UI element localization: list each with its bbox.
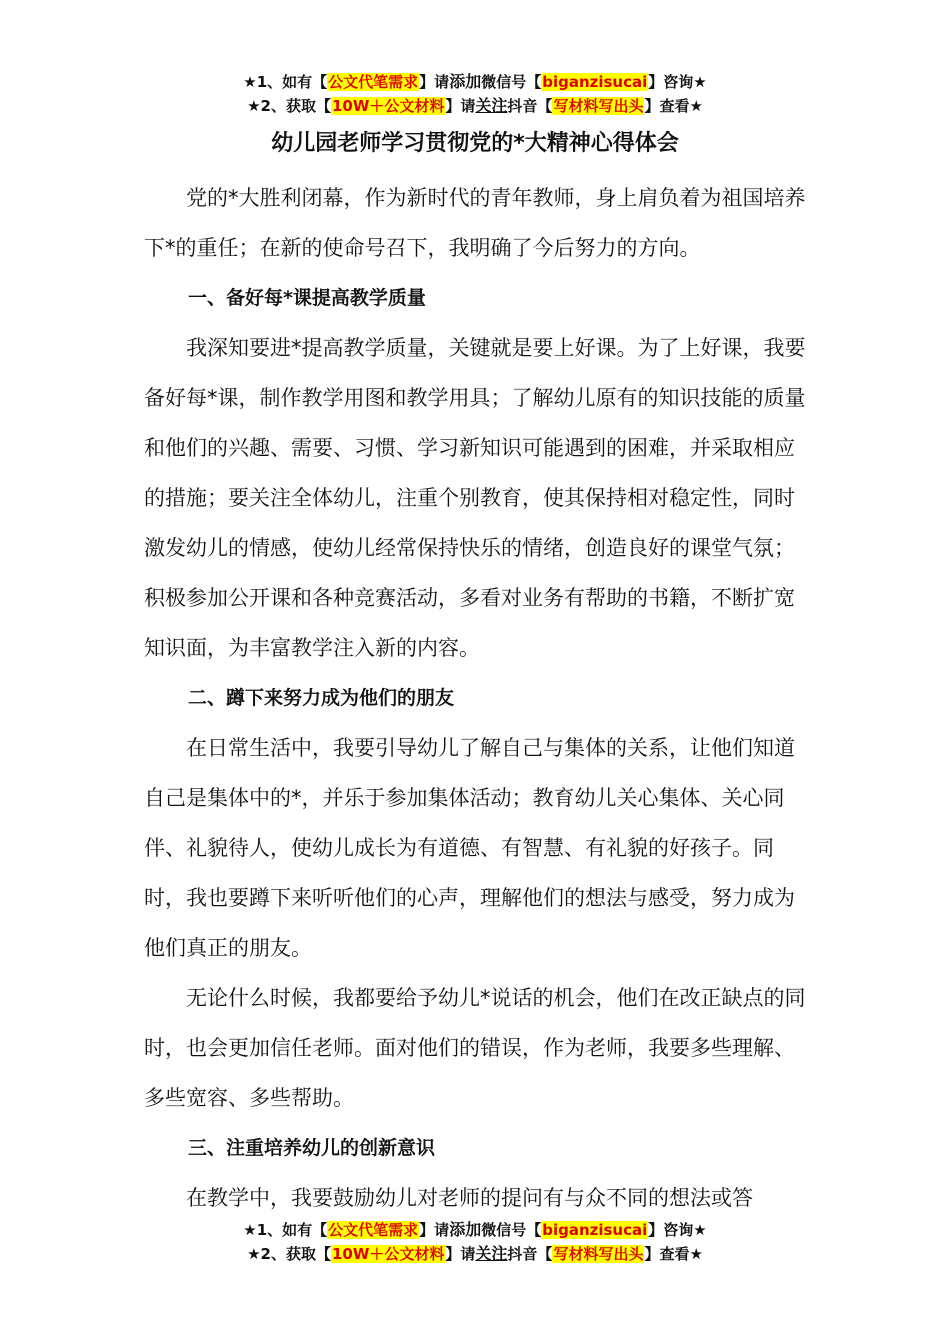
highlight-materials: 10W＋公文材料 xyxy=(331,97,445,115)
banner-text: 】查看★ xyxy=(644,1245,703,1263)
section-heading-2: 二、蹲下来努力成为他们的朋友 xyxy=(188,687,455,709)
banner-emphasis: 添加 xyxy=(449,72,482,91)
banner-text: 】请 xyxy=(419,1221,450,1239)
paragraph-section-2a: 在日常生活中，我要引导幼儿了解自己与集体的关系，让他们知道自己是集体中的*，并乐于参加集体活动；教育幼儿关心集体、关心同伴、礼貌待人，使幼儿成长为有道德、有智慧、有礼貌的好孩子。同时，我也要蹲下来听听他们的心声，理解他们的想法与感受，努力成为他们真正的朋友。 xyxy=(144,736,795,960)
highlight-douyin-account: 写材料写出头 xyxy=(553,97,644,115)
paragraph-intro: 党的*大胜利闭幕，作为新时代的青年教师，身上肩负着为祖国培养下*的重任；在新的使命号召下，我明确了今后努力的方向。 xyxy=(144,186,806,260)
banner-text: ★2、获取【 xyxy=(247,97,331,115)
document-title: 幼儿园老师学习贯彻党的*大精神心得体会 xyxy=(271,131,679,156)
banner-line-2 xyxy=(0,1242,950,1266)
banner-line-1 xyxy=(0,70,950,94)
section-heading-1: 一、备好每*课提高教学质量 xyxy=(188,287,426,309)
banner-emphasis: 关注 xyxy=(475,1244,508,1263)
highlight-service: 公文代笔需求 xyxy=(328,73,419,91)
paragraph-section-2b: 无论什么时候，我都要给予幼儿*说话的机会，他们在改正缺点的同时，也会更加信任老师。面对他们的错误，作为老师，我要多些理解、多些宽容、多些帮助。 xyxy=(144,986,806,1110)
highlight-wechat-id: biganzisucai xyxy=(542,73,648,91)
banner-text: ★1、如有【 xyxy=(243,1221,328,1239)
paragraph-section-3: 在教学中，我要鼓励幼儿对老师的提问有与众不同的想法或答 xyxy=(186,1186,753,1210)
banner-text: 】查看★ xyxy=(644,97,703,115)
highlight-service: 公文代笔需求 xyxy=(328,1221,419,1239)
section-heading-3: 三、注重培养幼儿的创新意识 xyxy=(188,1137,436,1159)
footer-banner xyxy=(0,1218,950,1266)
banner-text: 微信号【 xyxy=(481,1221,542,1239)
paragraph-section-1: 我深知要进*提高教学质量，关键就是要上好课。为了上好课，我要备好每*课，制作教学用图和教学用具；了解幼儿原有的知识技能的质量和他们的兴趣、需要、习惯、学习新知识可能遇到的困难，并采取相应的措施；要关注全体幼儿，注重个别教育，使其保持相对稳定性，同时激发幼儿的情感，使幼儿经常保持快乐的情绪，创造良好的课堂气氛；积极参加公开课和各种竞赛活动，多看对业务有帮助的书籍，不断扩宽知识面，为丰富教学注入新的内容。 xyxy=(144,336,806,660)
highlight-wechat-id: biganzisucai xyxy=(542,1221,648,1239)
banner-emphasis: 关注 xyxy=(475,96,508,115)
banner-text: 】咨询★ xyxy=(648,1221,707,1239)
banner-text: 】请 xyxy=(445,97,476,115)
banner-text: ★1、如有【 xyxy=(243,73,328,91)
document-body xyxy=(144,173,814,1223)
banner-text: 抖音【 xyxy=(507,1245,553,1263)
banner-text: 微信号【 xyxy=(481,73,542,91)
banner-line-2 xyxy=(0,94,950,118)
banner-text: 】咨询★ xyxy=(648,73,707,91)
banner-text: ★2、获取【 xyxy=(247,1245,331,1263)
highlight-materials: 10W＋公文材料 xyxy=(331,1245,445,1263)
banner-emphasis: 添加 xyxy=(449,1220,482,1239)
banner-line-1 xyxy=(0,1218,950,1242)
banner-text: 】请 xyxy=(419,73,450,91)
banner-text: 】请 xyxy=(445,1245,476,1263)
highlight-douyin-account: 写材料写出头 xyxy=(553,1245,644,1263)
banner-text: 抖音【 xyxy=(507,97,553,115)
header-banner xyxy=(0,70,950,118)
